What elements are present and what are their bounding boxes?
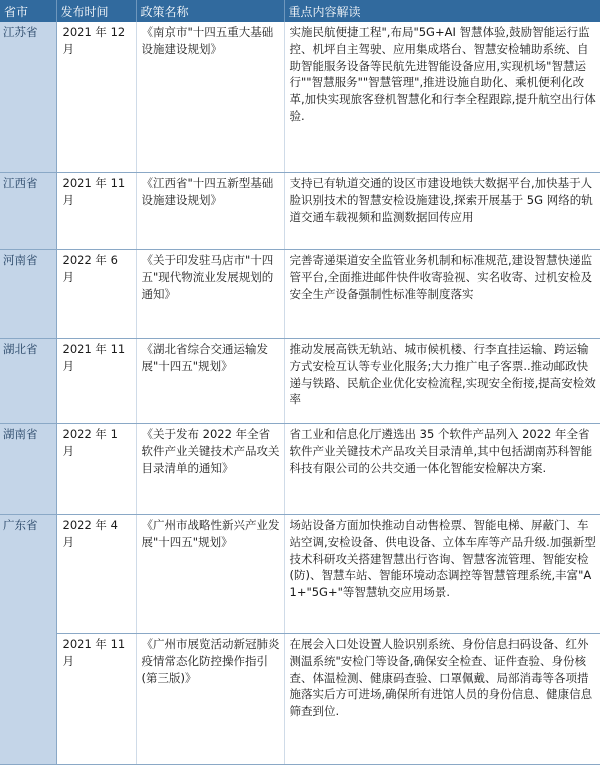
date-cell: 2021 年 12 月 — [56, 22, 136, 173]
province-cell: 江苏省 — [0, 22, 56, 173]
province-cell: 湖北省 — [0, 339, 56, 424]
policy-name-cell: 《广州市战略性新兴产业发展"十四五"规划》 — [136, 515, 284, 634]
table-row — [0, 173, 600, 250]
date-cell: 2021 年 11 月 — [56, 339, 136, 424]
policy-name-cell: 《关于印发驻马店市"十四五"现代物流业发展规划的通知》 — [136, 250, 284, 339]
content-cell: 支持已有轨道交通的设区市建设地铁大数据平台,加快基于人脸识别技术的智慧安检设施建设,探索开展基于 5G 网络的轨道交通车载视频和监测数据回传应用 — [284, 173, 600, 250]
date-cell: 2021 年 11 月 — [56, 634, 136, 765]
date-cell: 2022 年 6 月 — [56, 250, 136, 339]
province-cell: 河南省 — [0, 250, 56, 339]
content-cell: 实施民航便捷工程",布局"5G+AI 智慧体验,鼓励智能运行监控、机坪自主驾驶、应用集成塔台、智慧安检辅助系统、自助智能服务设备等民航先进智能设备应用,实现机场"智慧运行""智慧服务""智慧管理",推进设施自助化、乘机便利化改革,加快实现旅客登机智慧化和行李全程跟踪,提升航空出行体验. — [284, 22, 600, 173]
content-cell: 省工业和信息化厅遴选出 35 个软件产品列入 2022 年全省软件产业关键技术产品攻关目录清单,其中包括湖南苏科智能科技有限公司的公共交通一体化智能安检解决方案. — [284, 424, 600, 515]
content-cell: 完善寄递渠道安全监管业务机制和标准规范,建设智慧快递监管平台,全面推进邮件快件收寄验视、实名收寄、过机安检及安全生产设备强制性标准等制度落实 — [284, 250, 600, 339]
content-cell: 推动发展高铁无轨站、城市候机楼、行李直挂运输、跨运输方式安检互认等专业化服务;大力推广电子客票..推动邮政快递与铁路、民航企业优化安检流程,实现安全衔接,提高安检效率 — [284, 339, 600, 424]
header-date: 发布时间 — [56, 0, 136, 22]
table-row — [0, 515, 600, 634]
table-header-row — [0, 0, 600, 22]
policy-name-cell: 《关于发布 2022 年全省软件产业关键技术产品攻关目录清单的通知》 — [136, 424, 284, 515]
policy-name-cell: 《南京市"十四五重大基础设施建设规划》 — [136, 22, 284, 173]
date-cell: 2022 年 1 月 — [56, 424, 136, 515]
content-cell: 在展会入口处设置人脸识别系统、身份信息扫码设备、红外测温系统"安检门等设备,确保安全检查、证件查验、身份核查、体温检测、健康码查验、口罩佩戴、局部消毒等各项措施落实后方可进场,确保所有进馆人员的身份信息、健康信息筛查到位. — [284, 634, 600, 765]
date-cell: 2022 年 4 月 — [56, 515, 136, 634]
header-content: 重点内容解读 — [284, 0, 600, 22]
header-policy: 政策名称 — [136, 0, 284, 22]
table-row — [0, 634, 600, 765]
header-province: 省市 — [0, 0, 56, 22]
policy-name-cell: 《江西省"十四五新型基础设施建设规划》 — [136, 173, 284, 250]
province-cell: 广东省 — [0, 515, 56, 765]
province-cell: 湖南省 — [0, 424, 56, 515]
province-cell: 江西省 — [0, 173, 56, 250]
content-cell: 场站设备方面加快推动自动售检票、智能电梯、屏蔽门、车站空调,安检设备、供电设备、立体车库等产品升级.加强新型技术科研攻关搭建智慧出行咨询、智慧客流管理、智能安检(防)、智慧车站、智能环境动态调控等智慧管理系统,丰富"A1+"5G+"等智慧轨交应用场景. — [284, 515, 600, 634]
table-row — [0, 424, 600, 515]
table-row — [0, 339, 600, 424]
policy-name-cell: 《湖北省综合交通运输发展"十四五"规划》 — [136, 339, 284, 424]
table-row — [0, 22, 600, 173]
table-row — [0, 250, 600, 339]
date-cell: 2021 年 11 月 — [56, 173, 136, 250]
policy-name-cell: 《广州市展览活动新冠肺炎疫情常态化防控操作指引(第三版)》 — [136, 634, 284, 765]
